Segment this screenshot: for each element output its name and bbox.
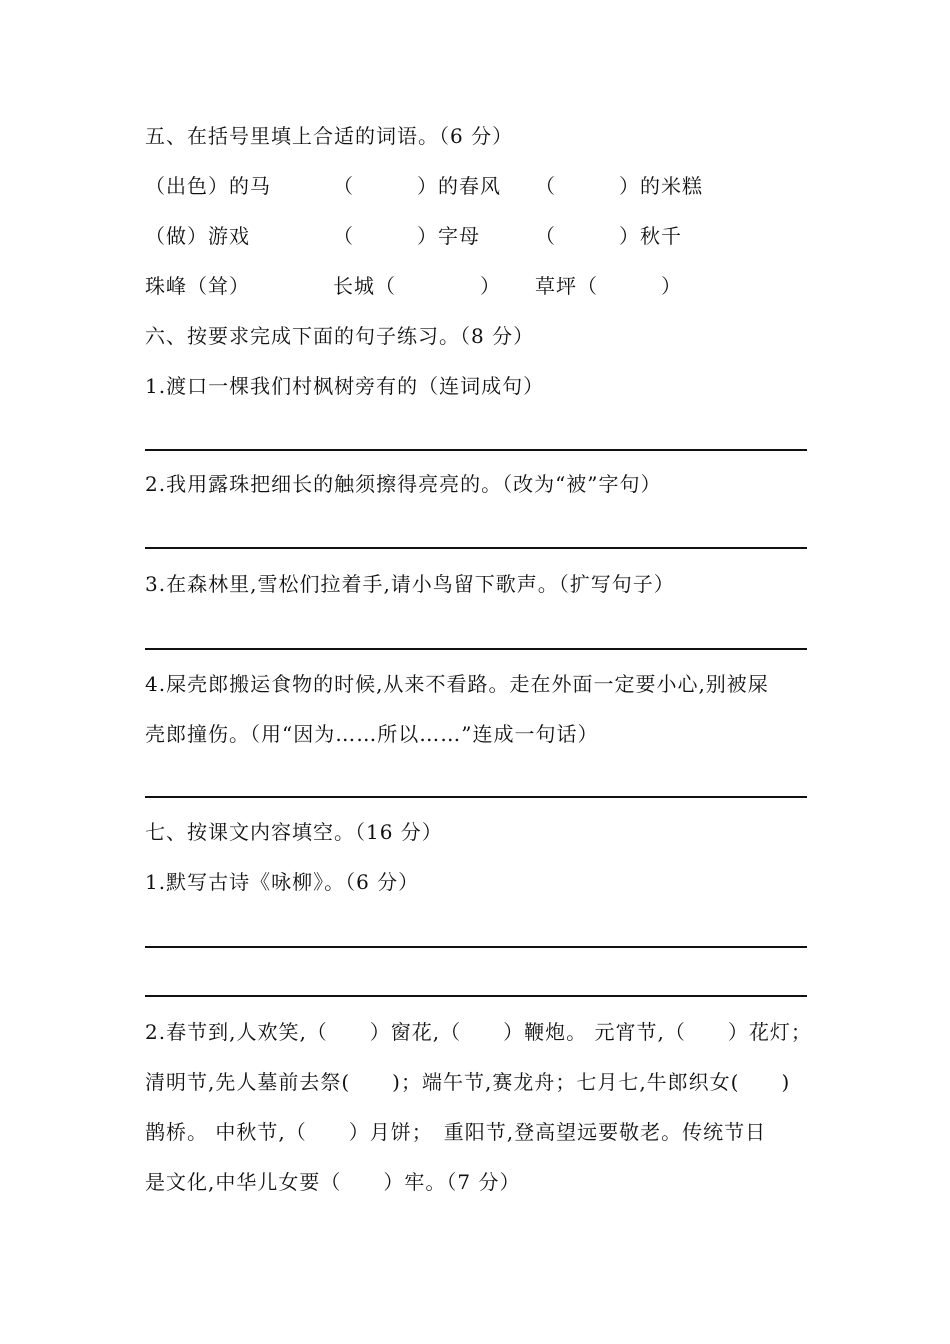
fill-item: （做）游戏 <box>145 224 250 248</box>
fill-item: 珠峰（耸） <box>145 274 250 298</box>
section-six-title: 六、按要求完成下面的句子练习。（8 分） <box>145 324 535 348</box>
answer-line[interactable] <box>145 796 807 798</box>
fill-item[interactable]: （ ）的春风 <box>333 174 501 198</box>
section-seven-title: 七、按课文内容填空。（16 分） <box>145 820 443 844</box>
question-7-1: 1.默写古诗《咏柳》。（6 分） <box>145 870 420 894</box>
fill-item[interactable]: 草坪（ ） <box>535 274 682 298</box>
fill-item[interactable]: （ ）秋千 <box>535 224 682 248</box>
fill-item[interactable]: （ ）字母 <box>333 224 480 248</box>
question-6-2: 2.我用露珠把细长的触须擦得亮亮的。（改为“被”字句） <box>145 472 662 496</box>
question-7-2-line1: 2.春节到,人欢笑,（ ）窗花,（ ）鞭炮。 元宵节,（ ）花灯； <box>145 1020 812 1044</box>
answer-line[interactable] <box>145 995 807 997</box>
answer-line[interactable] <box>145 547 807 549</box>
fill-item: （出色）的马 <box>145 174 271 198</box>
question-7-2-line2: 清明节,先人墓前去祭( )；端午节,赛龙舟；七月七,牛郎织女( ) <box>145 1070 791 1094</box>
question-6-1: 1.渡口一棵我们村枫树旁有的（连词成句） <box>145 374 545 398</box>
answer-line[interactable] <box>145 648 807 650</box>
question-6-4-line2: 壳郎撞伤。（用“因为……所以……”连成一句话） <box>145 722 599 746</box>
question-7-2-line3: 鹊桥。 中秋节,（ ）月饼； 重阳节,登高望远要敬老。传统节日 <box>145 1120 767 1144</box>
fill-item[interactable]: （ ）的米糕 <box>535 174 703 198</box>
answer-line[interactable] <box>145 449 807 451</box>
section-five-title: 五、在括号里填上合适的词语。（6 分） <box>145 124 514 148</box>
question-7-2-line4: 是文化,中华儿女要（ ）牢。（7 分） <box>145 1170 521 1194</box>
question-6-4-line1: 4.屎壳郎搬运食物的时候,从来不看路。走在外面一定要小心,别被屎 <box>145 672 769 696</box>
question-6-3: 3.在森林里,雪松们拉着手,请小鸟留下歌声。（扩写句子） <box>145 572 675 596</box>
answer-line[interactable] <box>145 946 807 948</box>
fill-item[interactable]: 长城（ ） <box>333 274 501 298</box>
